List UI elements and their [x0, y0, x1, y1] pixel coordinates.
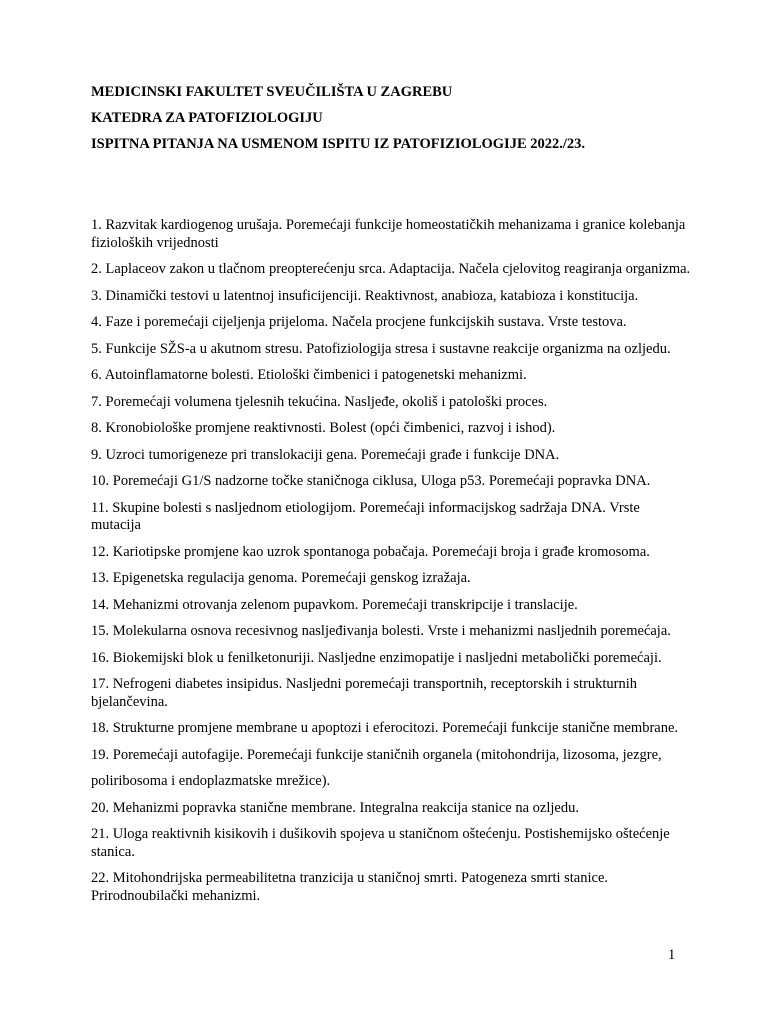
question-item: 22. Mitohondrijska permeabilitetna tranzicija u staničnoj smrti. Patogeneza smrti stanice. Prirodnoubilački mehanizmi. [91, 870, 609, 904]
department-title: KATEDRA ZA PATOFIZIOLOGIJU [91, 110, 323, 126]
question-item: 1. Razvitak kardiogenog urušaja. Poremećaji funkcije homeostatičkih mehanizama i granice kolebanja fizioloških vrijednosti [91, 217, 686, 251]
question-item: 6. Autoinflamatorne bolesti. Etiološki čimbenici i patogenetski mehanizmi. [91, 367, 527, 383]
question-list [91, 217, 691, 914]
question-item: 17. Nefrogeni diabetes insipidus. Nasljedni poremećaji transportnih, receptorskih i strukturnih bjelančevina. [91, 676, 638, 710]
question-item: 8. Kronobiološke promjene reaktivnosti. Bolest (opći čimbenici, razvoj i ishod). [91, 420, 556, 436]
question-item: 15. Molekularna osnova recesivnog nasljeđivanja bolesti. Vrste i mehanizmi nasljednih poremećaja. [91, 623, 671, 639]
question-item: 2. Laplaceov zakon u tlačnom preopterećenju srca. Adaptacija. Načela cjelovitog reagiranja organizma. [91, 261, 691, 277]
question-item: 16. Biokemijski blok u fenilketonuriji. Nasljedne enzimopatije i nasljedni metabolički poremećaji. [91, 649, 662, 666]
question-item: 11. Skupine bolesti s nasljednom etiologijom. Poremećaji informacijskog sadržaja DNA. Vrste mutacija [91, 499, 640, 533]
question-item: 12. Kariotipske promjene kao uzrok spontanoga pobačaja. Poremećaji broja i građe kromosoma. [91, 543, 650, 560]
question-item: 18. Strukturne promjene membrane u apoptozi i eferocitozi. Poremećaji funkcije stanične membrane. [91, 720, 679, 736]
question-item: 20. Mehanizmi popravka stanične membrane. Integralna reakcija stanice na ozljedu. [91, 799, 579, 816]
document-header [91, 84, 691, 162]
question-item: 4. Faze i poremećaji cijeljenja prijeloma. Načela procjene funkcijskih sustava. Vrste testova. [91, 314, 627, 330]
question-item: 14. Mehanizmi otrovanja zelenom pupavkom. Poremećaji transkripcije i translacije. [91, 596, 578, 613]
question-item: 9. Uzroci tumorigeneze pri translokaciji gena. Poremećaji građe i funkcije DNA. [91, 446, 560, 463]
page-number: 1 [668, 947, 676, 963]
question-item: 13. Epigenetska regulacija genoma. Poremećaji genskog izražaja. [91, 570, 471, 586]
exam-title: ISPITNA PITANJA NA USMENOM ISPITU IZ PATOFIZIOLOGIJE 2022./23. [91, 136, 586, 152]
question-item: 3. Dinamički testovi u latentnoj insuficijenciji. Reaktivnost, anabioza, katabioza i konstitucija. [91, 287, 639, 304]
question-item: 21. Uloga reaktivnih kisikovih i dušikovih spojeva u staničnom oštećenju. Postishemijsko oštećenje stanica. [91, 826, 670, 860]
question-item: 7. Poremećaji volumena tjelesnih tekućina. Nasljeđe, okoliš i patološki proces. [91, 393, 548, 410]
question-item-continuation: poliribosoma i endoplazmatske mrežice). [91, 773, 331, 789]
faculty-title: MEDICINSKI FAKULTET SVEUČILIŠTA U ZAGREBU [91, 84, 453, 100]
question-item: 19. Poremećaji autofagije. Poremećaji funkcije staničnih organela (mitohondrija, lizosoma, jezgre, [91, 746, 662, 763]
question-item: 5. Funkcije SŽS-a u akutnom stresu. Patofiziologija stresa i sustavne reakcije organizma na ozljedu. [91, 340, 671, 357]
question-item: 10. Poremećaji G1/S nadzorne točke staničnoga ciklusa, Uloga p53. Poremećaji popravka DNA. [91, 473, 651, 489]
